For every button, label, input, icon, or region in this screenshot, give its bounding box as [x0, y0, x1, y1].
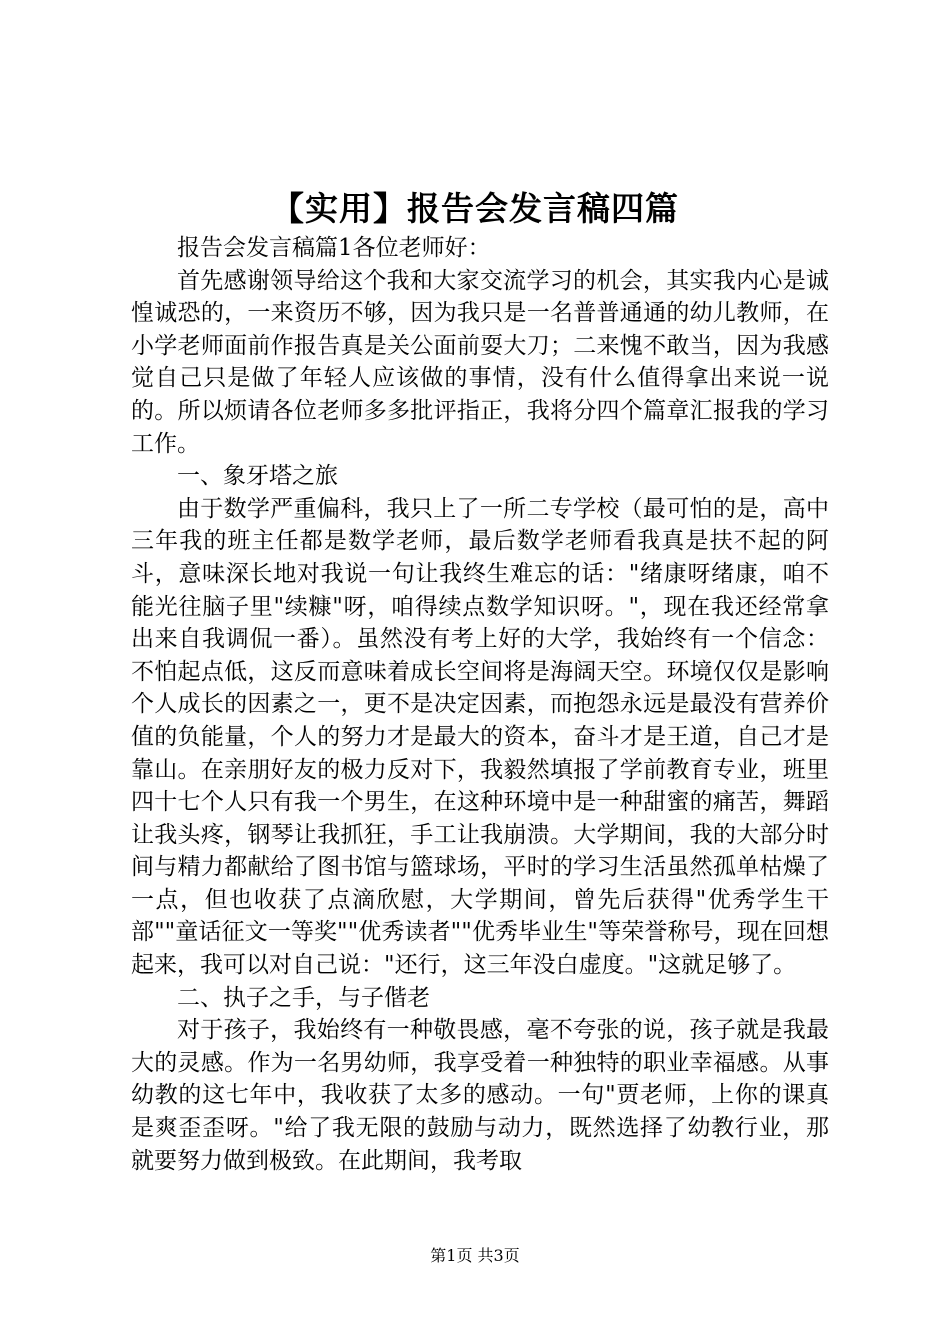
- section-heading-hand-in-hand: 二、执子之手，与子偕老: [177, 984, 430, 1011]
- document-body: [131, 232, 829, 1177]
- paragraph-ivory-tower: 由于数学严重偏科，我只上了一所二专学校（最可怕的是，高中三年我的班主任都是数学老师，最后数学老师看我真是扶不起的阿斗，意味深长地对我说一句让我终生难忘的话："绪康呀绪康，咱不能光往脑子里"续糠"呀，咱得续点数学知识呀。"，现在我还经常拿出来自我调侃一番）。虽然没有考上好的大学，我始终有一个信念：不怕起点低，这反而意味着成长空间将是海阔天空。环境仅仅是影响个人成长的因素之一，更不是决定因素，而抱怨永远是最没有营养价值的负能量，个人的努力才是最大的资本，奋斗才是王道，自己才是靠山。在亲朋好友的极力反对下，我毅然填报了学前教育专业，班里四十七个人只有我一个男生，在这种环境中是一种甜蜜的痛苦，舞蹈让我头疼，钢琴让我抓狂，手工让我崩溃。大学期间，我的大部分时间与精力都献给了图书馆与篮球场，平时的学习生活虽然孤单枯燥了一点，但也收获了点滴欣慰，大学期间，曾先后获得"优秀学生干部""童话征文一等奖""优秀读者""优秀毕业生"等荣誉称号，现在回想起来，我可以对自己说："还行，这三年没白虚度。"这就足够了。: [131, 495, 829, 979]
- section-heading-ivory-tower: 一、象牙塔之旅: [177, 463, 338, 490]
- page-footer: 第1页 共3页: [430, 1246, 520, 1265]
- paragraph-greeting: 报告会发言稿篇1各位老师好：: [177, 235, 491, 261]
- paragraph-intro: 首先感谢领导给这个我和大家交流学习的机会，其实我内心是诚惶诚恐的，一来资历不够，因为我只是一名普普通通的幼儿教师，在小学老师面前作报告真是关公面前耍大刀；二来愧不敢当，因为我感觉自己只是做了年轻人应该做的事情，没有什么值得拿出来说一说的。所以烦请各位老师多多批评指正，我将分四个篇章汇报我的学习工作。: [131, 267, 829, 457]
- document-title: 【实用】报告会发言稿四篇: [271, 189, 679, 228]
- paragraph-hand-in-hand: 对于孩子，我始终有一种敬畏感，毫不夸张的说，孩子就是我最大的灵感。作为一名男幼师，我享受着一种独特的职业幸福感。从事幼教的这七年中，我收获了太多的感动。一句"贾老师，上你的课真是爽歪歪呀。"给了我无限的鼓励与动力，既然选择了幼教行业，那就要努力做到极致。在此期间，我考取: [131, 1017, 829, 1174]
